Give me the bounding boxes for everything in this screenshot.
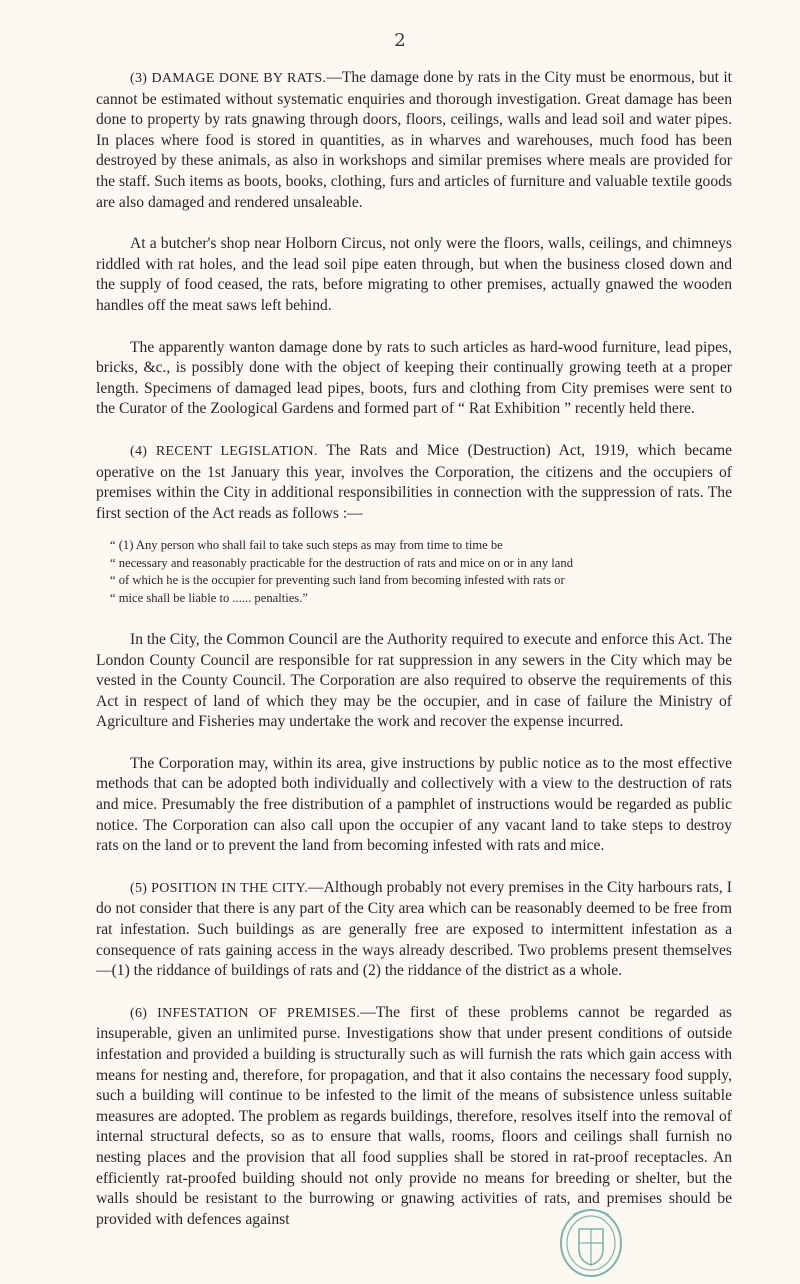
paragraph-butcher-shop — [96, 234, 732, 316]
section-heading: (4) RECENT LEGISLATION. — [130, 443, 318, 459]
library-seal-stamp — [553, 1203, 629, 1279]
paragraph-text: —Although probably not every premises in the City harbours rats, I do not consider that there is any part of the City area which can be reasonably deemed to be free from rat infestation. Such buildings as are generally free are exposed to intermittent infestation as a consequence of rats gaining access in the ways already described. Two problems present themselves—(1) the riddance of buildings of rats and (2) the riddance of the district as a whole. — [96, 878, 732, 980]
document-body — [96, 68, 732, 1251]
quote-line: “ of which he is the occupier for preventing such land from becoming infested with rats or — [110, 573, 565, 588]
paragraph-text: At a butcher's shop near Holborn Circus, not only were the floors, walls, ceilings, and chimneys riddled with rat holes, and the lead soil pipe eaten through, but when the business closed down and the supply of food ceased, the rats, before migrating to other premises, actually gnawed the wooden handles off the meat saws left behind. — [96, 235, 732, 314]
paragraph-wanton-damage — [96, 338, 732, 420]
section-heading: (3) DAMAGE DONE BY RATS. — [130, 71, 327, 86]
paragraph-position-in-city — [96, 878, 732, 982]
paragraph-public-notice — [96, 754, 732, 857]
paragraph-common-council — [96, 630, 732, 733]
quote-line: “ necessary and reasonably practicable for the destruction of rats and mice on or in any land — [110, 555, 573, 570]
quote-line: “ mice shall be liable to ...... penalties.” — [110, 590, 308, 605]
section-heading: (5) POSITION IN THE CITY. — [130, 880, 309, 896]
section-heading: (6) INFESTATION OF PREMISES. — [130, 1005, 361, 1021]
act-quotation — [110, 537, 720, 607]
paragraph-text: The apparently wanton damage done by rats to such articles as hard-wood furniture, lead pipes, bricks, &c., is possibly done with the object of keeping their continually growing teeth at a proper length. Specimens of damaged lead pipes, boots, furs and clothing from City premises were sent to the Curator of the Zoological Gardens and formed part of “ Rat Exhibition ” recently held there. — [96, 338, 732, 418]
paragraph-text: —The first of these problems cannot be regarded as insuperable, given an unlimited purse. Investigations show that under present conditions of outside infestation and provided a building is structurally such as will furnish the rats which gain access with means for nesting and, therefore, for propagation, and that it also contains the necessary food supply, such a building will continue to be infested to the limit of the means of subsistence unless suitable measures are adopted. The problem as regards buildings, therefore, resolves itself into the removal of internal structural defects, so as to ensure that walls, rooms, floors and ceilings shall furnish no nesting places and the provision that all food supplies shall be stored in rat-proof receptacles. An efficiently rat-proofed building should not only provide no means for breeding or shelter, but the walls should be resistant to the burrowing or gnawing activities of rats, and premises should be provided with defences against — [96, 1003, 732, 1228]
page-number: 2 — [394, 30, 406, 51]
paragraph-recent-legislation — [96, 441, 732, 524]
paragraph-text: —The damage done by rats in the City must be enormous, but it cannot be estimated without systematic enquiries and thorough investigation. Great damage has been done to property by rats gnawing through doors, floors, ceilings, walls and lead soil and water pipes. In places where food is stored in quantities, as in wharves and warehouses, much food has been destroyed by these animals, as also in workshops and similar premises where meals are provided for the staff. Such items as boots, books, clothing, furs and articles of furniture and valuable textile goods are also damaged and rendered unsaleable. — [96, 69, 732, 211]
paragraph-damage-done-by-rats — [96, 68, 732, 213]
paragraph-text: The Corporation may, within its area, give instructions by public notice as to the most effective methods that can be adopted both individually and collectively with a view to the destruction of rats and mice. Presumably the free distribution of a pamphlet of instructions would be regarded as public notice. The Corporation can also call upon the occupier of any vacant land to take steps to destroy rats on the land or to prevent the land from becoming infested with rats and mice. — [96, 754, 732, 855]
paragraph-text: In the City, the Common Council are the Authority required to execute and enforce this Act. The London County Council are responsible for rat suppression in any sewers in the City which may be vested in the County Council. The Corporation are also required to observe the requirements of this Act in respect of land of which they may be the occupier, and in case of failure the Ministry of Agriculture and Fisheries may undertake the work and recover the expense incurred. — [96, 630, 732, 731]
paragraph-text: The Rats and Mice (Destruction) Act, 1919, which became operative on the 1st January this year, involves the Corporation, the citizens and the occupiers of premises within the City in additional responsibilities in connection with the suppression of rats. The first section of the Act reads as follows :— — [96, 441, 732, 522]
quote-line: “ (1) Any person who shall fail to take such steps as may from time to time be — [110, 538, 503, 553]
paragraph-infestation-of-premises — [96, 1003, 732, 1231]
